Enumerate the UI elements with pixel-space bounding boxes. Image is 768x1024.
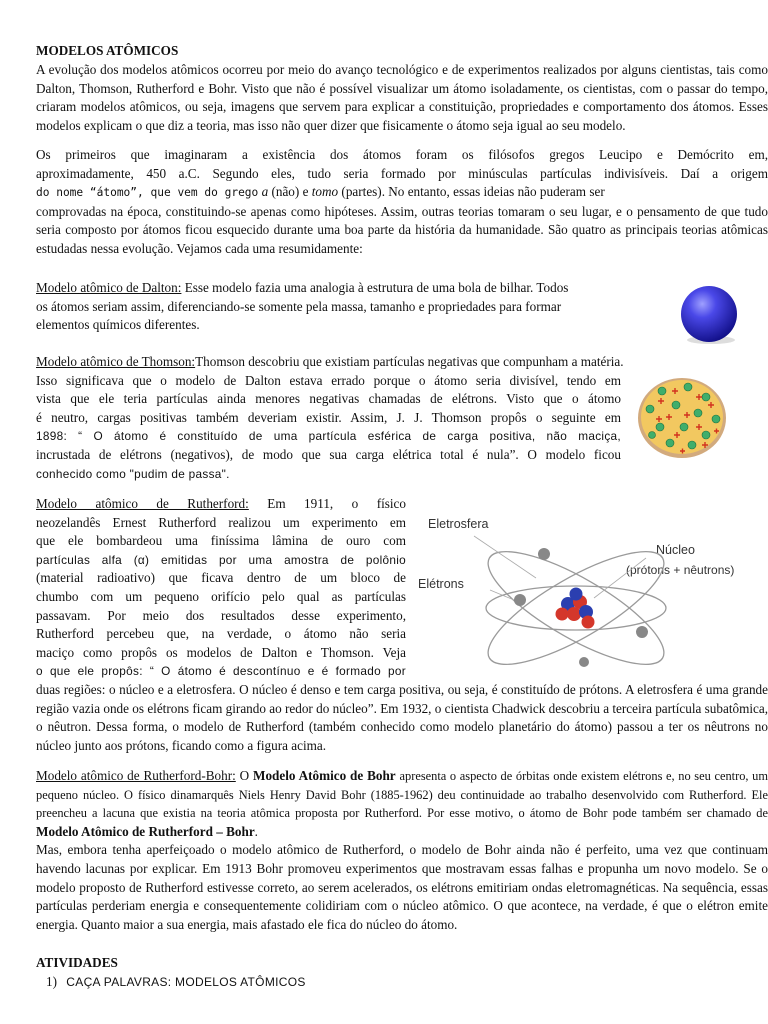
dalton-section: Modelo atômico de Dalton: Esse modelo fazia uma analogia à estrutura de uma bola de bilhar. Todos os átomos seriam assim, diferenciando-se somente pela massa, tamanho e propriedades para formar elementos químicos diferentes. bbox=[36, 280, 569, 333]
dalton-heading: Modelo atômico de Dalton: bbox=[36, 280, 182, 295]
bohr-heading: Modelo atômico de Rutherford-Bohr: bbox=[36, 768, 236, 783]
activity-item-1: 1) CAÇA PALAVRAS: MODELOS ATÔMICOS bbox=[46, 974, 306, 989]
intro-line-greek: do nome “átomo”, que vem do grego a (não) e tomo (partes). No entanto, essas ideias não puderam ser bbox=[36, 184, 605, 200]
page-title: MODELOS ATÔMICOS bbox=[36, 43, 179, 58]
nucleo-label: Núcleo bbox=[656, 543, 695, 557]
thomson-section: Modelo atômico de Thomson:Thomson descobriu que existiam partículas negativas que compunham a matéria. Isso significava que o modelo de Dalton estava errado porque o átomo seria divisível, tendo em vista que ele teria partículas ainda menores negativas chamadas de elétrons. Visto que o átomo é neutro, cargas positivas também deveriam existir. Assim, J. J. Thomson propôs o seguinte em 1898: “ O átomo é constituído de uma partícula esférica de carga positiva, não maciça, incrustada de elétrons (negativos), de modo que sua carga elétrica total é nula”. O modelo ficou conhecido como "pudim de passa". bbox=[36, 354, 624, 481]
eletrosfera-label: Eletrosfera bbox=[428, 517, 489, 531]
intro-line: Os primeiros que imaginaram a existência dos átomos foram os filósofos gregos Leucipo e Demócrito em, bbox=[36, 147, 768, 162]
dalton-sphere-image bbox=[676, 284, 742, 346]
thomson-heading: Modelo atômico de Thomson: bbox=[36, 354, 196, 369]
intro-line: aproximadamente, 450 a.C. Segundo eles, tudo seria formado por minúsculas partículas indivisíveis. Daí a origem bbox=[36, 165, 768, 181]
rutherford-heading: Modelo atômico de Rutherford: bbox=[36, 496, 249, 511]
intro-paragraph-2-rest: comprovadas na época, constituindo-se apenas como hipóteses. Assim, outras teorias tomaram o seu lugar, e o pensamento de que tudo seria composto por átomos ficou esquecido durante uma boa parte da história da humanidade. São quatro as principais teorias atômicas estudadas nessa evolução. Vejamos cada uma resumidamente: bbox=[36, 203, 768, 256]
rutherford-section-top: Modelo atômico de Rutherford: Em 1911, o físico neozelandês Ernest Rutherford realizou um experimento em que ele bombardeou uma finíssima lâmina de ouro com partículas alfa (α) emitidas por uma amostra de polônio (material radioativo) que ficava dentro de um bloco de chumbo com um pequeno orifício pelo qual as partículas passavam. Por meio dos resultados desse experimento, Rutherford percebeu que, na verdade, o átomo não seria maciço como propôs os modelos de Dalton e Thomson. Veja o que ele propôs: “ O átomo é descontínuo e é formado por bbox=[36, 496, 407, 679]
bohr-paragraph-2: Mas, embora tenha aperfeiçoado o modelo atômico de Rutherford, o modelo de Bohr ainda não é perfeito, uma vez que continuam havendo lacunas por explicar. Em 1913 Bohr promoveu experimentos que mostravam essas falhas e propunha um novo modelo. Se o modelo proposto de Rutherford estivesse correto, ao serem acelerados, os elétrons emitiriam ondas eletromagnéticas. Na sequência, essas partículas perderiam energia e consequentemente colidiriam com o núcleo atômico. O que acontece, na verdade, é que o elétron emite energia. Quanto maior a sua energia, mais afastado ele fica do núcleo do átomo. bbox=[36, 842, 768, 932]
intro-paragraph-2 bbox=[36, 146, 768, 259]
rutherford-paragraph-rest: duas regiões: o núcleo e a eletrosfera. O núcleo é denso e tem carga positiva, ou seja, é constituído de prótons. A eletrosfera é uma grande região vazia onde os elétrons ficam girando ao redor do núcleo”. Em 1932, o cientista Chadwick descobriu a terceira partícula subatômica, o nêutron. Dessa forma, o modelo de Rutherford (também conhecido como modelo planetário do átomo) passou a ter os nêutrons no núcleo junto aos prótons, ficando como a figura acima. bbox=[36, 682, 768, 753]
intro-paragraph-1: A evolução dos modelos atômicos ocorreu por meio do avanço tecnológico e de experimentos realizados por alguns cientistas, tais como Dalton, Thomson, Rutherford e Bohr. Visto que não é possível visualizar um átomo isoladamente, os cientistas, com o passar do tempo, criaram modelos atômicos, ou seja, imagens que servem para explicar a constituição, propriedades e comportamento dos átomos. Esses modelos explicam o que diz a teoria, mas isso não quer dizer que fisicamente o átomo seja igual ao seu modelo. bbox=[36, 62, 768, 133]
thomson-plum-pudding-image bbox=[636, 375, 728, 459]
nucleo-sub-label: (prótons + nêutrons) bbox=[626, 563, 735, 577]
rutherford-atom-diagram bbox=[416, 508, 762, 668]
activities-heading: ATIVIDADES bbox=[36, 955, 118, 970]
eletrons-label: Elétrons bbox=[418, 577, 464, 591]
bohr-section: Modelo atômico de Rutherford-Bohr: O Modelo Atômico de Bohr apresenta o aspecto de órbitas onde existem elétrons e, no seu centro, um pequeno núcleo. O físico dinamarquês Niels Henry David Bohr (1885-1962) deu continuidade ao trabalho desenvolvido com Rutherford. Ele preencheu a lacuna que existia na teoria atômica proposta por Rutherford. Por esse motivo, o átomo de Bohr pode também ser chamado de Modelo Atômico de Rutherford – Bohr. Mas, embora tenha aperfeiçoado o modelo atômico de Rutherford, o modelo de Bohr ainda não é perfeito, uma vez que continuam havendo lacunas por explicar. Em 1913 Bohr promoveu experimentos que mostravam essas falhas e propunha um novo modelo. Se o modelo proposto de Rutherford estivesse correto, ao serem acelerados, os elétrons emitiriam ondas eletromagnéticas. Na sequência, essas partículas perderiam energia e consequentemente colidiriam com o núcleo atômico. O que acontece, na verdade, é que o elétron emite energia. Quanto maior a sua energia, mais afastado ele fica do núcleo do átomo. bbox=[36, 767, 768, 934]
